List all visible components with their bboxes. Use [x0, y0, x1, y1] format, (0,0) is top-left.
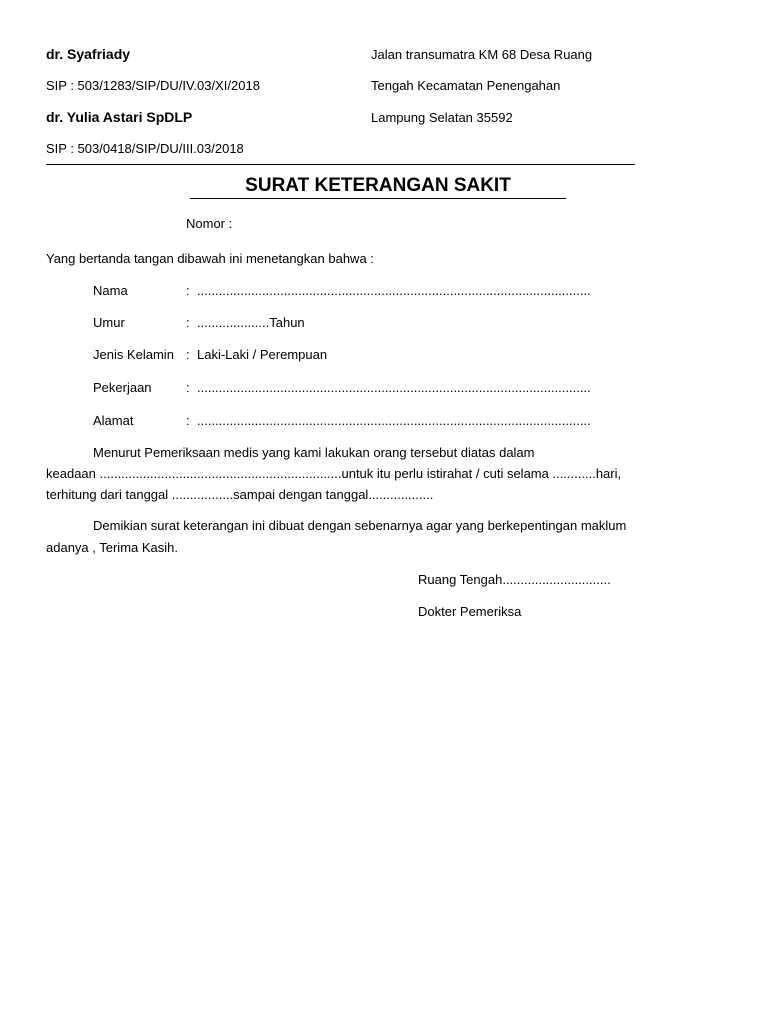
nomor-label: Nomor :: [186, 216, 233, 231]
signature-place: Ruang Tengah..............................: [418, 572, 611, 587]
field-value: Laki-Laki / Perempuan: [197, 347, 328, 362]
doctor2-sip: SIP : 503/0418/SIP/DU/III.03/2018: [46, 141, 244, 156]
field-colon: :: [186, 315, 190, 330]
paragraph-line: Menurut Pemeriksaan medis yang kami lakukan orang tersebut diatas dalam: [93, 445, 535, 460]
address-line-3: Lampung Selatan 35592: [371, 110, 513, 125]
paragraph-line: Demikian surat keterangan ini dibuat dengan sebenarnya agar yang berkepentingan maklum: [93, 518, 627, 533]
paragraph-line: terhitung dari tanggal .................sampai dengan tanggal..................: [46, 487, 434, 502]
address-line-2: Tengah Kecamatan Penengahan: [371, 78, 561, 93]
paragraph-line: keadaan ...................................................................untuk itu perlu istirahat / cuti selama ............hari,: [46, 466, 622, 481]
field-value: ....................Tahun: [197, 315, 305, 330]
doctor1-name: dr. Syafriady: [46, 46, 131, 62]
field-colon: :: [186, 347, 190, 362]
doctor2-name: dr. Yulia Astari SpDLP: [46, 109, 193, 125]
header-divider: [46, 164, 635, 165]
field-label: Alamat: [93, 413, 134, 428]
intro-text: Yang bertanda tangan dibawah ini menetangkan bahwa :: [46, 251, 374, 266]
signature-role: Dokter Pemeriksa: [418, 604, 522, 619]
field-colon: :: [186, 283, 190, 298]
field-colon: :: [186, 380, 190, 395]
field-label: Jenis Kelamin: [93, 347, 174, 362]
letter-title: SURAT KETERANGAN SAKIT: [190, 174, 566, 199]
field-label: Pekerjaan: [93, 380, 152, 395]
field-value: .............................................................................................................: [197, 283, 591, 298]
field-label: Umur: [93, 315, 125, 330]
paragraph-line: adanya , Terima Kasih.: [46, 540, 178, 555]
field-label: Nama: [93, 283, 128, 298]
doctor1-sip: SIP : 503/1283/SIP/DU/IV.03/XI/2018: [46, 78, 260, 93]
field-value: .............................................................................................................: [197, 380, 591, 395]
field-colon: :: [186, 413, 190, 428]
field-value: .............................................................................................................: [197, 413, 591, 428]
address-line-1: Jalan transumatra KM 68 Desa Ruang: [371, 47, 593, 62]
